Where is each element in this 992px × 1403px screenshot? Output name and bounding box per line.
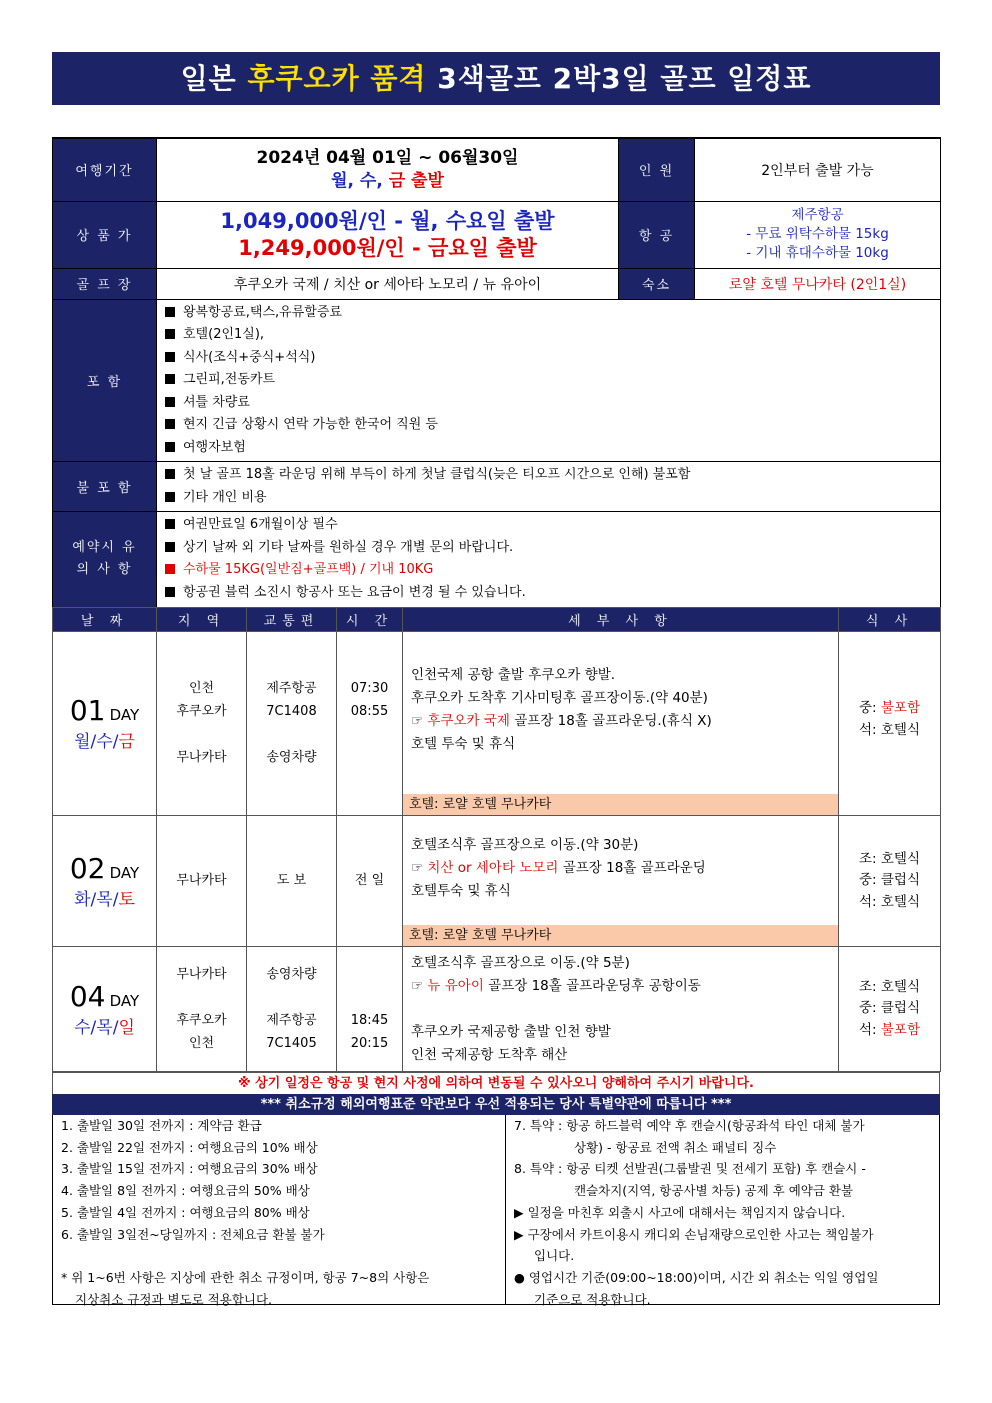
day2-transport: 도 보 — [247, 815, 337, 947]
square-bullet-icon — [165, 564, 175, 574]
period-value: 2024년 04월 01일 ~ 06월30일 월, 수, 금 출발 — [157, 138, 619, 201]
include-item: 현지 긴급 상황시 연락 가능한 한국어 직원 등 — [165, 414, 940, 437]
day3-date: 04 DAY 수/목/일 — [53, 947, 157, 1072]
include-item: 호텔(2인1실), — [165, 324, 940, 347]
day2-date: 02 DAY 화/목/토 — [53, 815, 157, 947]
col-meal: 식 사 — [839, 608, 941, 632]
policy-item: 입니다. — [534, 1248, 575, 1264]
airline-label: 항 공 — [619, 201, 695, 268]
day2-meals: 조: 호텔식 중: 클럽식 석: 호텔식 — [839, 815, 941, 947]
day3-transport: 송영차량 제주항공 7C1405 — [247, 947, 337, 1072]
policy-item: 5. 출발일 4일 전까지 : 여행요금의 80% 배상 — [61, 1204, 310, 1220]
golf-course-label: 골 프 장 — [53, 268, 157, 299]
square-bullet-icon — [165, 492, 175, 502]
col-detail: 세 부 사 항 — [403, 608, 839, 632]
include-item: 식사(조식+중식+석식) — [165, 347, 940, 370]
day1-region: 인천 후쿠오카 무나카타 — [157, 632, 247, 816]
col-time: 시 간 — [337, 608, 403, 632]
trip-info-table — [52, 137, 941, 609]
exclude-list — [157, 462, 941, 512]
square-bullet-icon — [165, 587, 175, 597]
policy-item: 6. 출발일 3일전~당일까지 : 전체요금 환불 불가 — [61, 1226, 325, 1242]
day2-region: 무나카타 — [157, 815, 247, 947]
day2-hotel: 호텔: 로얄 호텔 무나카타 — [403, 925, 839, 947]
schedule-change-notice: ※ 상기 일정은 항공 및 현지 사정에 의하여 변동될 수 있사오니 양해하여 주시기 바랍니다. — [52, 1072, 940, 1095]
square-bullet-icon — [165, 419, 175, 429]
square-bullet-icon — [165, 307, 175, 317]
schedule-table — [52, 607, 941, 1072]
golf-course-value: 후쿠오카 국제 / 치산 or 세아타 노모리 / 뉴 유아이 — [157, 268, 619, 299]
price-value: 1,049,000원/인 - 월, 수요일 출발 1,249,000원/인 - 금요일 출발 — [157, 201, 619, 268]
square-bullet-icon — [165, 469, 175, 479]
day1-time: 07:30 08:55 — [337, 632, 403, 816]
include-item: 셔틀 차량료 — [165, 392, 940, 415]
square-bullet-icon — [165, 442, 175, 452]
exclude-item: 기타 개인 비용 — [165, 487, 940, 510]
square-bullet-icon — [165, 519, 175, 529]
cancel-policy-title: *** 취소규정 해외여행표준 약관보다 우선 적용되는 당사 특별약관에 따릅니다 *** — [52, 1094, 940, 1115]
notice-label: 예약시 유 의 사 항 — [53, 512, 157, 608]
policy-note: 지상취소 규정과 별도로 적용합니다. — [75, 1291, 273, 1307]
notice-item: 항공권 블럭 소진시 항공사 또는 요금이 변경 될 수 있습니다. — [165, 582, 940, 605]
day3-region: 무나카타 후쿠오카 인천 — [157, 947, 247, 1072]
policy-item: 상황) - 항공료 전액 취소 패널티 징수 — [574, 1139, 777, 1155]
notice-item: 상기 날짜 외 기타 날짜를 원하실 경우 개별 문의 바랍니다. — [165, 537, 940, 560]
square-bullet-icon — [165, 397, 175, 407]
policy-note: * 위 1~6번 사항은 지상에 관한 취소 규정이며, 항공 7~8의 사항은 — [61, 1269, 430, 1285]
include-list — [157, 299, 941, 462]
col-date: 날 짜 — [53, 608, 157, 632]
notice-item: 수하물 15KG(일반짐+골프백) / 기내 10KG — [165, 559, 940, 582]
notice-list — [157, 512, 941, 608]
square-bullet-icon — [165, 374, 175, 384]
square-bullet-icon — [165, 542, 175, 552]
notice-item: 여권만료일 6개월이상 필수 — [165, 514, 940, 537]
include-item: 여행자보험 — [165, 437, 940, 460]
policy-item: 7. 특약 : 항공 하드블럭 예약 후 캔슬시(항공좌석 타인 대체 불가 — [514, 1118, 865, 1133]
day3-meals: 조: 호텔식 중: 클럽식 석: 불포함 — [839, 947, 941, 1072]
policy-item: 2. 출발일 22일 전까지 : 여행요금의 10% 배상 — [61, 1139, 318, 1155]
policy-item: ● 영업시간 기준(09:00~18:00)이며, 시간 외 취소는 익일 영업일 — [514, 1269, 879, 1285]
policy-item: ▶ 구장에서 카트이용시 캐디외 손님재량으로인한 사고는 책임불가 — [514, 1226, 874, 1242]
price-label: 상 품 가 — [53, 201, 157, 268]
policy-item: ▶ 일정을 마친후 외출시 사고에 대해서는 책임지지 않습니다. — [514, 1204, 846, 1220]
day1-detail: 인천국제 공항 출발 후쿠오카 향발. 후쿠오카 도착후 기사미팅후 골프장이동.(약 40분) ☞ 후쿠오카 국제 골프장 18홀 골프라운딩.(휴식 X) 호텔 투숙 및 휴식 — [403, 632, 839, 794]
policy-item: 3. 출발일 15일 전까지 : 여행요금의 30% 배상 — [61, 1161, 318, 1177]
policy-item: 기준으로 적용합니다. — [534, 1291, 651, 1307]
day3-detail: 호텔조식후 골프장으로 이동.(약 5분) ☞ 뉴 유아이 골프장 18홀 골프라운딩후 공항이동 후쿠오카 국제공항 출발 인천 향발 인천 국제공항 도착후 해산 — [403, 947, 839, 1072]
period-label: 여행기간 — [53, 138, 157, 201]
hotel-value: 로얄 호텔 무나카타 (2인1실) — [695, 268, 941, 299]
policy-item: 4. 출발일 8일 전까지 : 여행요금의 50% 배상 — [61, 1183, 310, 1199]
col-transport: 교통편 — [247, 608, 337, 632]
policy-item: 8. 특약 : 항공 티켓 선발권(그룹발권 및 전세기 포함) 후 캔슬시 - — [514, 1161, 866, 1177]
airline-value: 제주항공 - 무료 위탁수하물 15kg - 기내 휴대수하물 10kg — [695, 201, 941, 268]
day3-time: 18:45 20:15 — [337, 947, 403, 1072]
policy-right — [505, 1115, 936, 1307]
include-label: 포 함 — [53, 299, 157, 462]
day1-hotel: 호텔: 로얄 호텔 무나카타 — [403, 794, 839, 816]
policy-left — [61, 1115, 541, 1310]
hotel-label: 숙소 — [619, 268, 695, 299]
policy-item: 캔슬차지(지역, 항공사별 차등) 공제 후 예약금 환불 — [574, 1183, 854, 1199]
policy-item: 1. 출발일 30일 전까지 : 계약금 환급 — [61, 1118, 262, 1133]
day2-detail: 호텔조식후 골프장으로 이동.(약 30분) ☞ 치산 or 세아타 노모리 골프장 18홀 골프라운딩 호텔투숙 및 휴식 — [403, 815, 839, 925]
square-bullet-icon — [165, 329, 175, 339]
square-bullet-icon — [165, 352, 175, 362]
include-item: 그린피,전동카트 — [165, 369, 940, 392]
page-title: 일본 후쿠오카 품격 3색골프 2박3일 골프 일정표 — [52, 52, 940, 105]
include-item: 왕복항공료,택스,유류할증료 — [165, 302, 940, 325]
exclude-item: 첫 날 골프 18홀 라운딩 위해 부득이 하게 첫날 클럽식(늦은 티오프 시간으로 인해) 불포함 — [165, 464, 940, 487]
people-value: 2인부터 출발 가능 — [695, 138, 941, 201]
cancel-policy — [52, 1115, 940, 1305]
col-region: 지 역 — [157, 608, 247, 632]
day1-transport: 제주항공 7C1408 송영차량 — [247, 632, 337, 816]
exclude-label: 불 포 함 — [53, 462, 157, 512]
day1-date: 01 DAY 월/수/금 — [53, 632, 157, 816]
people-label: 인 원 — [619, 138, 695, 201]
day2-time: 전 일 — [337, 815, 403, 947]
day1-meals: 중: 불포함 석: 호텔식 — [839, 632, 941, 816]
